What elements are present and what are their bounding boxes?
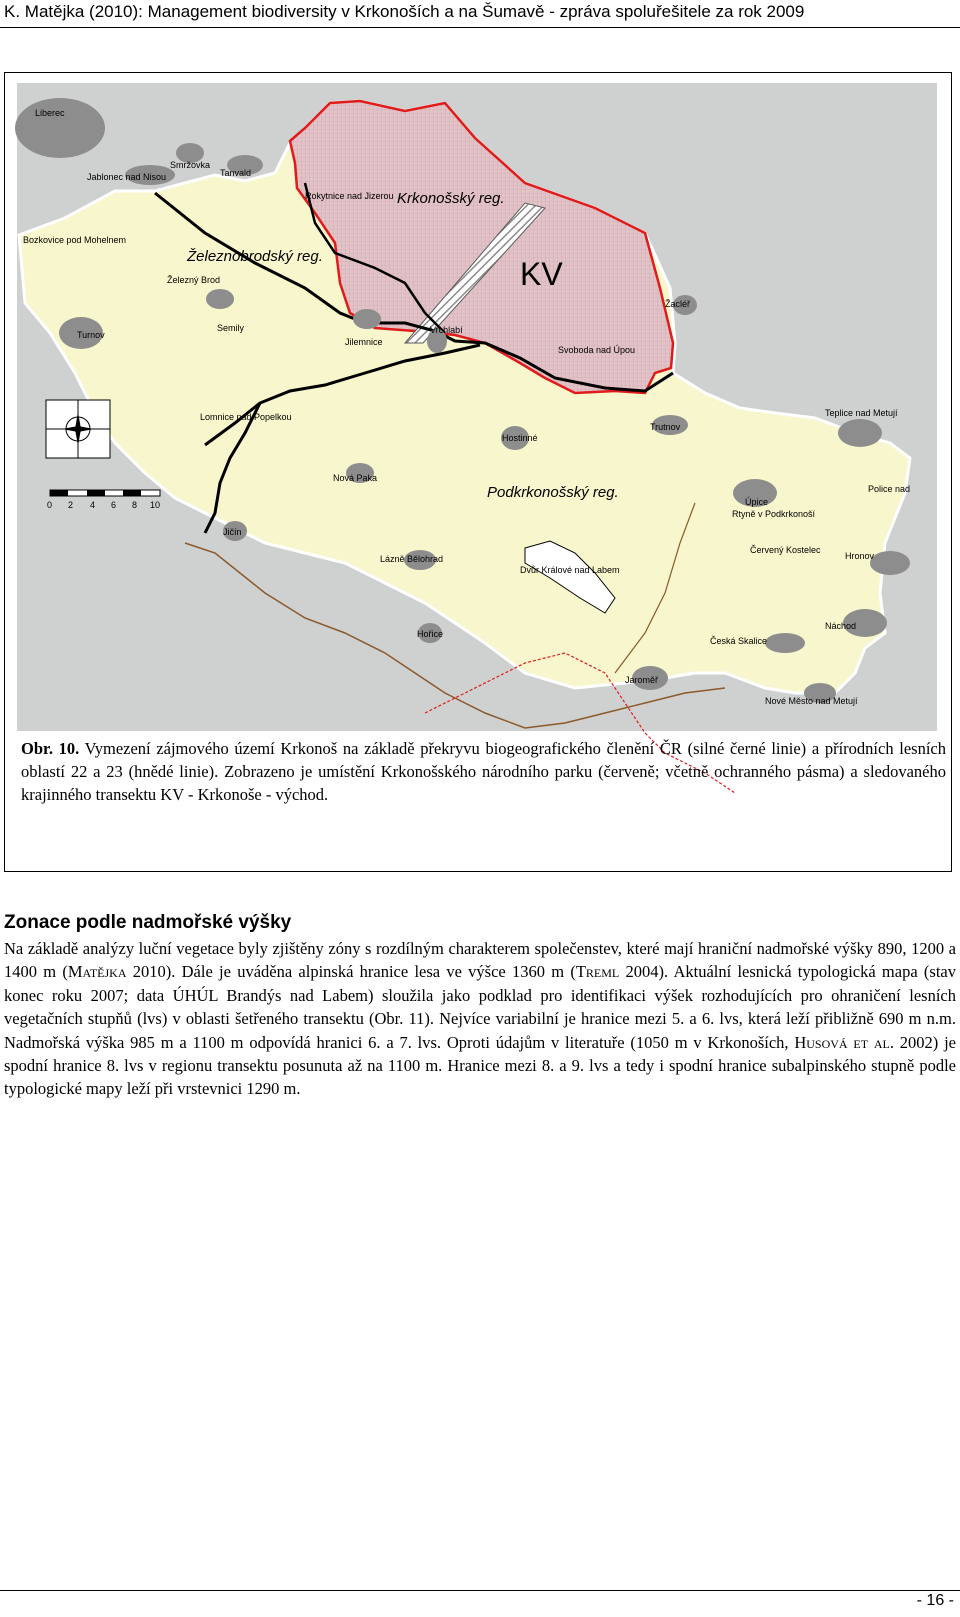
running-header: K. Matějka (2010): Management biodiversity v Krkonoších a na Šumavě - zpráva spoluřešitele za rok 2009 [4, 2, 805, 21]
scale-tick: 8 [132, 500, 138, 510]
figure-frame [4, 72, 952, 872]
header-rule [0, 27, 960, 28]
paragraph-part: 2010). Dále je uváděna alpinská hranice lesa ve výšce 1360 m ( [126, 962, 576, 982]
town-label: Tanvald [220, 168, 252, 178]
town-label: Jaroměř [625, 675, 659, 685]
town-label: Červený Kostelec [750, 545, 821, 555]
citation: Matějka [67, 962, 127, 982]
citation: Treml [575, 962, 620, 982]
town-label: Hostinné [502, 433, 538, 443]
paragraph-part: 2004). Aktuální lesnická typologická mapa (stav konec roku 2007; data ÚHÚL Brandýs nad Labem) sloužila jako podklad pro identifikaci výšek rozhodujících pro ohraničení lesních vegetačních stupňů (lvs) v oblasti šetřeného transektu (Obr. 11). Nejvíce variabilní je hranice mezi 5. a 6. lvs, která leží přibližně 690 m n.m. Nadmořská výška 985 m a 1100 m odpovídá hranici 6. a 7. lvs. Oproti údajům v literatuře (1050 m v Krkonoších, [4, 962, 956, 1052]
scale-tick: 2 [68, 500, 74, 510]
town-label: Lázně Bělohrad [380, 554, 444, 564]
scale-tick: 0 [47, 500, 53, 510]
town-label: Dvůr Králové nad Labem [520, 565, 620, 575]
town-label: Bozkovice pod Mohelnem [23, 235, 127, 245]
town-label: Hořice [417, 629, 444, 639]
figure-caption [21, 737, 946, 806]
scale-tick: 10 [150, 500, 161, 510]
scale-tick: 4 [90, 500, 96, 510]
region-label-krkonose: Krkonošský reg. [397, 190, 505, 207]
town-label: Svoboda nad Úpou [558, 345, 636, 355]
town-label: Železný Brod [167, 275, 221, 285]
section-heading: Zonace podle nadmořské výšky [4, 912, 292, 933]
town-label: Smržovka [170, 160, 211, 170]
paragraph-part: 2002) je spodní hranice 8. lvs v regionu transektu posunuta až na 1100 m. Hranice mezi 8. a 9. lvs a tedy i spodní hranice subalpinského stupně podle typologické mapy leží při vrstevnici 1290 m. [4, 1032, 956, 1099]
town-label: Žacléř [665, 299, 691, 309]
town-label: Jablonec nad Nisou [87, 172, 167, 182]
town-label: Teplice nad Metují [825, 408, 898, 418]
town-label: Police nad [868, 484, 911, 494]
citation: Husová et al. [794, 1032, 894, 1052]
region-label-zeleznobrodsky: Železnobrodský reg. [187, 248, 323, 265]
body-paragraph [4, 937, 956, 1101]
footer-rule [0, 1590, 960, 1591]
town-label: Hronov [845, 551, 875, 561]
town-label: Česká Skalice [710, 636, 768, 646]
town-label: Rokytnice nad Jizerou [305, 191, 394, 201]
transect-label: KV [520, 256, 563, 292]
town-label: Liberec [35, 108, 65, 118]
north-arrow [46, 400, 110, 458]
town-label: Semily [217, 323, 245, 333]
scale-tick: 6 [111, 500, 117, 510]
map [5, 73, 950, 818]
town-label: Nové Město nad Metují [765, 696, 858, 706]
town-label: Jilemnice [345, 337, 383, 347]
page-number: - 16 - [916, 1592, 954, 1609]
town-label: Úpice [745, 497, 769, 507]
town-label: Náchod [825, 621, 857, 631]
figure-caption-label: Obr. 10. [21, 739, 80, 758]
town-label: Jičín [223, 527, 242, 537]
town-label: Turnov [77, 330, 105, 340]
town-label: Trutnov [650, 422, 681, 432]
town-label: Rtyně v Podkrkonoší [732, 509, 816, 519]
town-label: Nová Paka [333, 473, 378, 483]
paragraph-part: Na základě analýzy luční vegetace byly zjištěny zóny s rozdílným charakterem společenstev, které mají hraniční nadmořské výšky 890, 1200 a 1400 m ( [4, 939, 956, 982]
town-label: Lomnice nad Popelkou [200, 412, 292, 422]
town-label: Vrchlabí [430, 325, 463, 335]
region-label-podkrkonossky: Podkrkonošský reg. [487, 484, 619, 501]
figure-caption-text: Vymezení zájmového území Krkonoš na základě překryvu biogeografického členění ČR (silné černé linie) a přírodních lesních oblastí 22 a 23 (hnědé linie). Zobrazeno je umístění Krkonošského národního parku (červeně; včetně ochranného pásma) a sledovaného krajinného transektu KV - Krkonoše - východ. [21, 739, 946, 804]
